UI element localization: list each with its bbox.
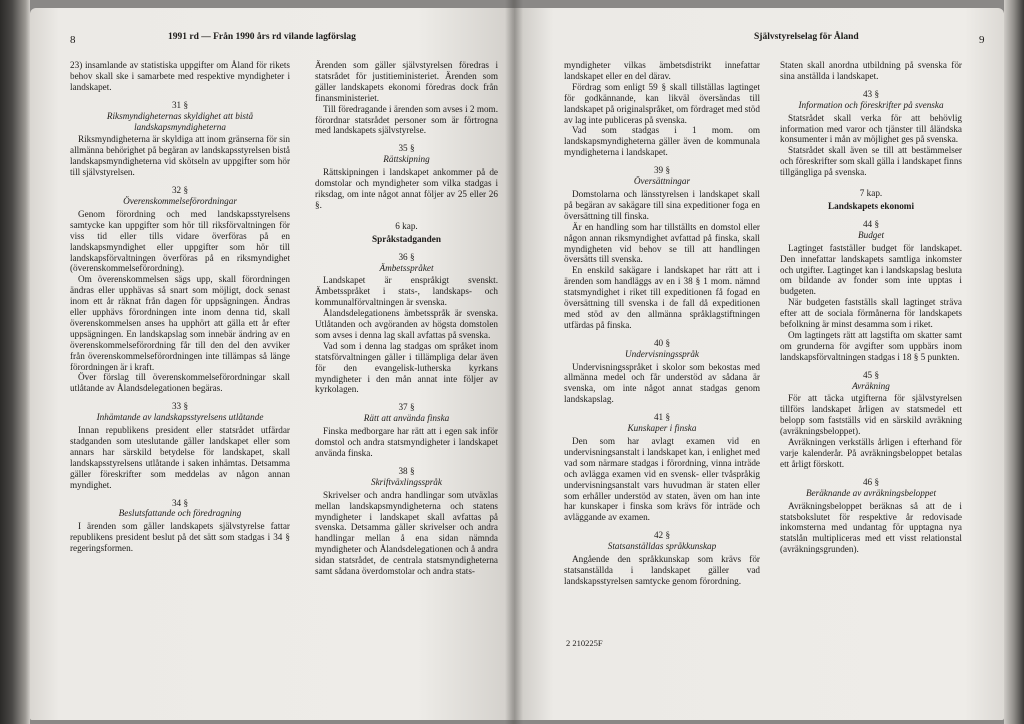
paragraph: Den som har avlagt examen vid en undervisningsanstalt i landskapet kan, i enlighet med vad som närmare stadgas i förordning, vinna inträde och avlägga examen vid en svensk- eller tvåspråkig undervisningsanstalt vars huvudman är staten eller som erhåller understöd av staten, även om han inte har kunskaper i finska som krävs för inträde och avläggande av examen. [564,436,760,523]
section-heading [315,143,498,165]
section-title: Rättskipning [383,154,430,165]
section-heading [564,338,760,360]
section-heading [315,402,498,424]
section-title: Inhämtande av landskapsstyrelsens utlåtande [96,412,264,423]
section-title: Kunskaper i finska [627,423,697,434]
section-title: Överenskommelseförordningar [123,195,237,206]
chapter-heading [780,188,962,212]
paragraph: Riksmyndigheterna är skyldiga att inom gränserna för sin allmänna behörighet på begäran av landskapsstyrelsen bistå landskapsmyndigheterna vid skötseln av uppgifter som hör till självstyrelsen. [70,134,290,178]
section-number: 46 § [862,476,880,487]
left-page-number: 8 [70,34,76,46]
paragraph: Rättskipningen i landskapet ankommer på de domstolar och myndigheter som vilka stadgas i riksdag, om inte något annat följer av 25 eller 26 §. [315,167,498,210]
paragraph: Till föredragande i ärenden som avses i 2 mom. förordnar statsrådet personer som är förtrogna med landskapets självstyrelse. [315,103,498,136]
section-number: 39 § [653,165,671,176]
section-title: Beslutsfattande och föredragning [118,508,242,519]
paragraph: Vad som stadgas i 1 mom. om landskapsmyndigheterna gäller även de kommunala myndigheterna i landskapet. [564,125,760,158]
paragraph: En enskild sakägare i landskapet har rätt att i ärenden som handläggs av en i 38 § 1 mom. nämnd statsmyndighet i riket till expeditionen få fogad en översättning till svenska i de fall då expeditionen med stöd av den allmänna språklagstiftningen utfärdas på finska. [564,265,760,330]
section-heading [70,401,290,423]
paragraph: Genom förordning och med landskapsstyrelsens samtycke kan uppgifter som hör till riksförvaltningen för viss tid eller tills vidare överföras på en landskapsmyndighet eller uppgifter som hör till landskapsförvaltningen överföras på en riksmyndighet (överenskommelseförordning). [70,208,290,274]
footer-code: 2 210225F [566,638,603,648]
chapter-number: 7 kap. [859,188,883,199]
section-heading [564,412,760,434]
chapter-number: 6 kap. [395,220,418,231]
paragraph: I ärenden som gäller landskapets självstyrelse fattar republikens president beslut på det sätt som stadgas i 34 § regeringsformen. [70,521,290,554]
section-number: 42 § [653,530,671,541]
paragraph: Statsrådet skall verka för att behövlig information med varor och tjänster till åländska konsumenter i mån av möjlighet ges på svenska. [780,112,962,145]
left-page-column-1 [70,60,290,554]
paragraph: Är en handling som har tillställts en domstol eller någon annan riksmyndighet avfattad på finska, skall myndigheten vid behov se till att handlingen översätts till svenska. [564,221,760,265]
section-number: 43 § [862,88,880,99]
paragraph: Statsrådet skall även se till att bestämmelser och föreskrifter som skall gälla i landskapet finns tillgängliga på svenska. [780,145,962,178]
paragraph: Skrivelser och andra handlingar som utväxlas mellan landskapsmyndigheterna och statens myndigheter i landskapet skall avfattas på svenska. Detsamma gäller skrivelser och andra handlingar mellan å ena sidan nämnda myndigheter och Ålandsdelegationen och å andra sidan statsrådet, de centrala statsmyndigheterna samt sådana överdomstolar och andra stats- [315,489,498,577]
section-heading [780,370,962,392]
section-heading [70,498,290,520]
section-number: 34 § [171,497,189,508]
section-number: 44 § [862,218,880,229]
section-title: Budget [857,229,885,240]
section-title: Ämbetsspråket [379,262,434,273]
section-number: 33 § [171,401,189,412]
paragraph: Landskapet är enspråkigt svenskt. Ämbetsspråket i stats-, landskaps- och kommunalförvaltningen är svenska. [315,275,498,308]
paragraph: För att täcka utgifterna för självstyrelsen tillförs landskapet årligen av statsmedel ett belopp som fastställs vid en särskild avräkning (avräkningsbeloppet). [780,393,962,437]
section-title: Rätt att använda finska [363,413,450,424]
book-right-edge [1004,0,1024,724]
section-heading [780,477,962,499]
paragraph: Domstolarna och länsstyrelsen i landskapet skall på begäran av sakägare till sina expeditioner foga en översättning till finska. [564,188,760,221]
section-heading [564,165,760,187]
section-title: Översättningar [633,176,691,187]
paragraph: Vad som i denna lag stadgas om språket inom statsförvaltningen gäller i tillämpliga delar även för den evangelisk-lutherska kyrkans myndigheter i den mån annat inte följer av kyrkolagen. [315,340,498,395]
paragraph: Ärenden som gäller självstyrelsen föredras i statsrådet för justitieministeriet. Ärenden som gäller landskapets ekonomi föredras dock från finansministeriet. [315,60,498,103]
paragraph: Avräkningen verkställs årligen i efterhand för varje kalenderår. På avräkningsbeloppet betalas ett årligt förskott. [780,437,962,469]
paragraph: Lagtinget fastställer budget för landskapet. Den innefattar landskapets samtliga inkomster och utgifter. Lagtinget kan i landskapslag besluta om bildande av fonder som inte upptas i budgeten. [780,242,962,297]
paragraph: Avräkningsbeloppet beräknas så att de i statsbokslutet för respektive år redovisade inkomsterna med undantag för upptagna nya statslån multipliceras med ett visst relationstal (avräkningsgrunden). [780,500,962,555]
right-page-column-1 [564,60,760,587]
paragraph: Om överenskommelsen sägs upp, skall förordningen ändras eller upphävas så snart som möjligt, dock senast inom ett år räknat från dagen för uppsägningen. Ändras eller upphävs förordningen inte inom denna tid, skall överenskommelsen anses ha upphört att gälla ett år efter uppsägningen. En landskapslag som innebär ändring av en överenskommelseförordning får till den del den avviker från överenskommelseförordningen inte tillämpas så länge förordningen är i kraft. [70,274,290,372]
section-number: 38 § [398,465,415,476]
section-title: Riksmyndigheternas skyldighet att bistå landskapsmyndigheterna [106,110,254,132]
section-title: Beräknande av avräkningsbeloppet [805,487,937,498]
book-left-edge [0,0,30,724]
section-title: Skriftväxlingsspråk [371,476,442,487]
section-heading [780,89,962,111]
section-number: 32 § [171,185,189,196]
section-heading [315,466,498,488]
section-title: Avräkning [852,380,890,391]
paragraph: myndigheter vilkas ämbetsdistrikt innefattar landskapet eller en del därav. [564,60,760,81]
paragraph: Över förslag till överenskommelseförordningar skall utlåtande av Ålandsdelegationen begäras. [70,372,290,394]
left-page-column-2 [315,60,498,577]
paragraph: Angående den språkkunskap som krävs för statsanställda i landskapet gäller vad landskapsstyrelsen samtycke genom förordning. [564,554,760,586]
section-title: Undervisningsspråk [624,348,699,359]
section-number: 41 § [653,412,671,423]
chapter-heading [315,221,498,245]
left-running-head: 1991 rd — Från 1990 års rd vilande lagförslag [168,32,356,42]
left-page [30,8,514,720]
paragraph: Finska medborgare har rätt att i egen sak inför domstol och andra statsmyndigheter i landskapet använda finska. [315,426,498,458]
section-title: Information och föreskrifter på svenska [798,99,944,110]
section-number: 45 § [862,369,880,380]
paragraph: Undervisningsspråket i skolor som bekostas med allmänna medel och får understöd av sådana är svenska, om inte något annat stadgas genom landskapslag. [564,361,760,405]
paragraph: När budgeten fastställs skall lagtinget sträva efter att de sociala förmånerna för landskapets befolkning är minst desamma som i riket. [780,297,962,330]
section-number: 31 § [171,99,189,110]
section-heading [315,252,498,274]
section-number: 37 § [398,402,415,413]
paragraph: Om lagtingets rätt att lagstifta om skatter samt om grunderna för avgifter som uppbärs inom landskapsförvaltningen stadgas i 18 § 5 punkten. [780,329,962,362]
paragraph: 23) insamlande av statistiska uppgifter om Åland för rikets behov skall ske i samarbete med respektive myndigheter i landskapet. [70,60,290,92]
section-number: 40 § [653,337,671,348]
section-number: 35 § [398,143,415,154]
chapter-title: Språkstadganden [372,233,441,244]
section-heading [70,185,290,207]
paragraph: Fördrag som enligt 59 § skall tillställas lagtinget för godkännande, kan likväl översändas till landskapet på originalspråket, om fördraget med stöd av lag inte publiceras på svenska. [564,81,760,125]
right-page [514,8,1004,720]
paragraph: Staten skall anordna utbildning på svenska för sina anställda i landskapet. [780,60,962,81]
section-title: Statsanställdas språkkunskap [607,541,717,552]
section-heading [70,100,290,133]
right-page-number: 9 [979,34,985,46]
right-running-head: Självstyrelselag för Åland [754,32,859,42]
chapter-title: Landskapets ekonomi [827,200,915,211]
paragraph: Ålandsdelegationens ämbetsspråk är svenska. Utlåtanden och avgöranden av högsta domstolen som avses i denna lag skall avfattas på svenska. [315,308,498,340]
section-number: 36 § [398,251,415,262]
section-heading [780,219,962,241]
book-gutter [505,0,523,724]
right-page-column-2 [780,60,962,555]
section-heading [564,530,760,552]
paragraph: Innan republikens president eller statsrådet utfärdar stadganden som uteslutande gäller landskapet eller som annars har särskild betydelse för landskapet, skall landskapsstyrelsens utlåtande i saken inhämtas. Detsamma gäller föreskrifter som meddelas av någon annan myndighet. [70,425,290,490]
